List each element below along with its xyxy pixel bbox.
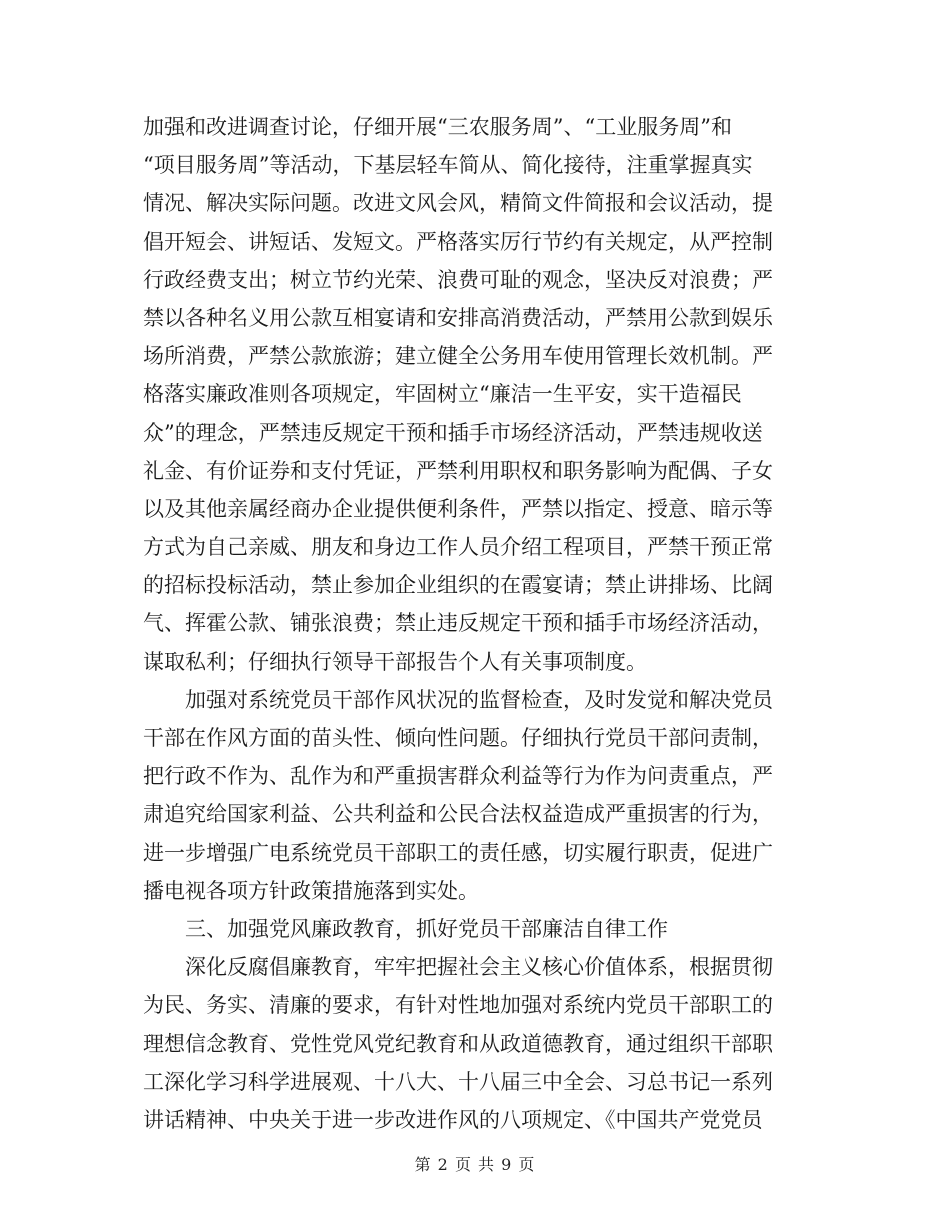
text-line: 倡开短会、讲短话、发短文。严格落实厉行节约有关规定，从严控制 bbox=[143, 229, 773, 254]
text-line: 深化反腐倡廉教育，牢牢把握社会主义核心价值体系，根据贯彻 bbox=[143, 955, 773, 980]
text-line: 为民、务实、清廉的要求，有针对性地加强对系统内党员干部职工的 bbox=[143, 993, 773, 1018]
text-line: 情况、解决实际问题。改进文风会风，精简文件简报和会议活动，提 bbox=[143, 191, 773, 216]
text-line: 把行政不作为、乱作为和严重损害群众利益等行为作为问责重点，严 bbox=[143, 764, 773, 789]
text-line: 行政经费支出；树立节约光荣、浪费可耻的观念，坚决反对浪费；严 bbox=[143, 267, 773, 292]
text-line: “项目服务周”等活动，下基层轻车简从、简化接待，注重掌握真实 bbox=[143, 153, 753, 178]
text-line: 进一步增强广电系统党员干部职工的责任感，切实履行职责，促进广 bbox=[143, 840, 773, 865]
text-line: 礼金、有价证券和支付凭证，严禁利用职权和职务影响为配偶、子女 bbox=[143, 458, 773, 483]
text-line: 播电视各项方针政策措施落到实处。 bbox=[143, 878, 479, 903]
text-line: 加强和改进调查讨论，仔细开展“三农服务周”、“工业服务周”和 bbox=[143, 115, 732, 139]
body-text bbox=[143, 108, 803, 1139]
text-line: 工深化学习科学进展观、十八大、十八届三中全会、习总书记一系列 bbox=[143, 1069, 773, 1094]
text-line: 的招标投标活动，禁止参加企业组织的在霞宴请；禁止讲排场、比阔 bbox=[143, 573, 773, 598]
text-line: 肃追究给国家利益、公共利益和公民合法权益造成严重损害的行为， bbox=[143, 802, 773, 827]
text-line: 加强对系统党员干部作风状况的监督检查，及时发觉和解决党员 bbox=[143, 687, 773, 712]
text-line: 理想信念教育、党性党风党纪教育和从政道德教育，通过组织干部职 bbox=[143, 1031, 773, 1056]
text-line: 讲话精神、中央关于进一步改进作风的八项规定、《中国共产党党员 bbox=[143, 1107, 763, 1132]
text-line: 格落实廉政准则各项规定，牢固树立“廉洁一生平安，实干造福民 bbox=[143, 382, 742, 407]
text-line: 以及其他亲属经商办企业提供便利条件，严禁以指定、授意、暗示等 bbox=[143, 496, 773, 521]
text-line: 谋取私利；仔细执行领导干部报告个人有关事项制度。 bbox=[143, 649, 647, 674]
text-line: 干部在作风方面的苗头性、倾向性问题。仔细执行党员干部问责制， bbox=[143, 726, 773, 750]
page-number-footer: 第 2 页 共 9 页 bbox=[414, 1155, 536, 1174]
text-line: 场所消费，严禁公款旅游；建立健全公务用车使用管理长效机制。严 bbox=[143, 344, 773, 369]
text-line: 禁以各种名义用公款互相宴请和安排高消费活动，严禁用公款到娱乐 bbox=[143, 305, 773, 330]
section-heading: 三、加强党风廉政教育，抓好党员干部廉洁自律工作 bbox=[143, 916, 668, 941]
text-line: 方式为自己亲威、朋友和身边工作人员介绍工程项目，严禁干预正常 bbox=[143, 535, 773, 560]
text-line: 众”的理念，严禁违反规定干预和插手市场经济活动，严禁违规收送 bbox=[143, 420, 763, 445]
text-line: 气、挥霍公款、铺张浪费；禁止违反规定干预和插手市场经济活动， bbox=[143, 611, 773, 636]
